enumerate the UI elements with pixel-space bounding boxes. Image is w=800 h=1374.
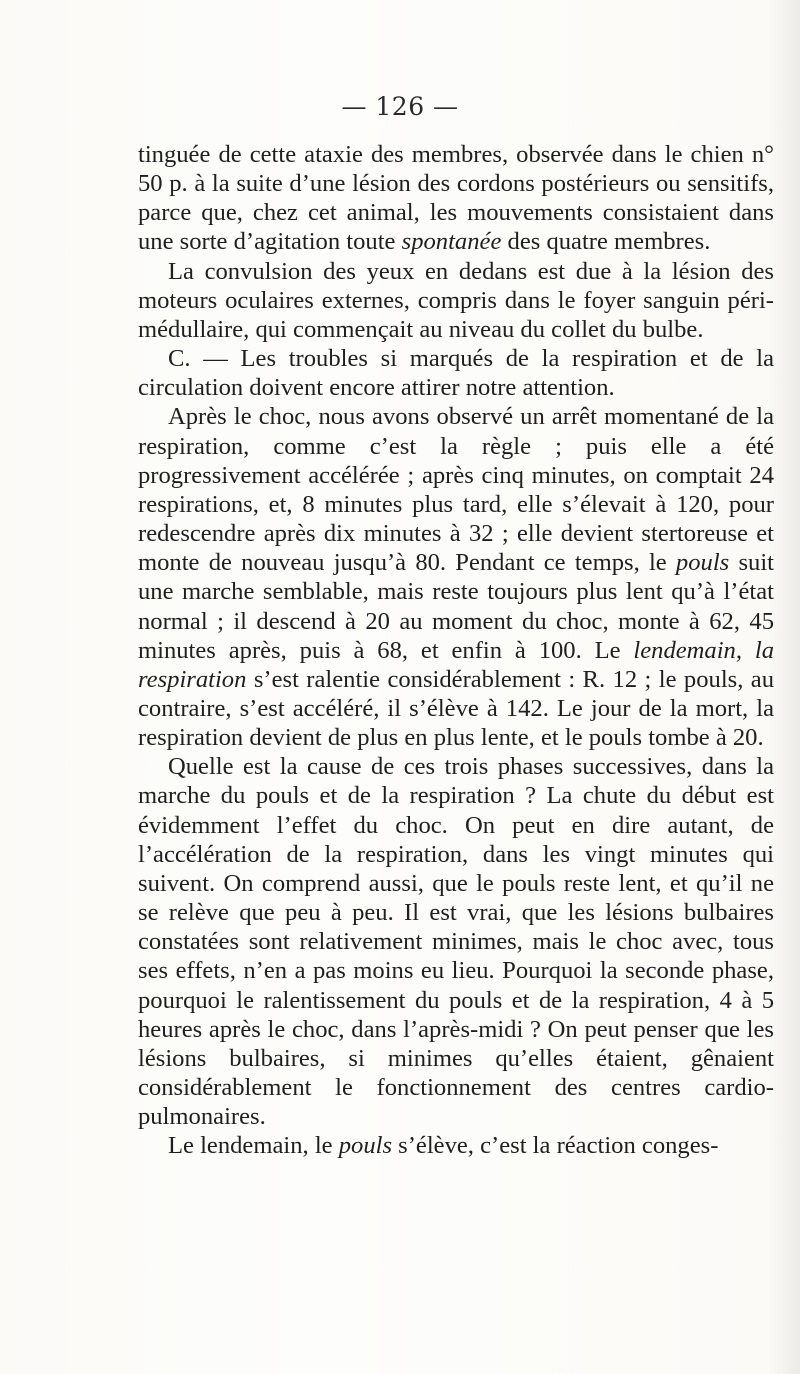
italic-text: pouls [675,549,730,577]
body-text [138,140,774,1160]
paragraph [138,1131,774,1160]
text-segment: Après le choc, nous avons observé un arrêt momentané de la respiration, comme c’est la règle ; puis elle a été progressivement accélérée ; après cinq minutes, on comptait 24 respirations, et, 8 minutes plus tard, elle s’élevait à 120, pour redescendre après dix minutes à 32 ; elle devient stertoreuse et monte de nouveau jusqu’à 80. Pendant ce temps, le [138,403,774,577]
paragraph [138,140,774,257]
text-segment: des quatre membres. [501,228,711,256]
text-segment: La convulsion des yeux en dedans est due à la lésion des moteurs oculaires externes, compris dans le foyer sanguin péri-médullaire, qui commençait au niveau du collet du bulbe. [138,257,774,343]
text-segment: C. — Les troubles si marqués de la respiration et de la circulation doivent encore attirer notre attention. [138,345,774,402]
text-segment: s’élève, c’est la réaction conges- [392,1132,719,1160]
paragraph [138,402,774,752]
text-segment: Quelle est la cause de ces trois phases successives, dans la marche du pouls et de la respiration ? La chute du début est évidemment l’effet du choc. On peut en dire autant, de l’accélération de la respiration, dans les vingt minutes qui suivent. On comprend aussi, que le pouls reste lent, et qu’il ne se relève que peu à peu. Il est vrai, que les lésions bulbaires constatées sont relativement minimes, mais le choc avec, tous ses effets, n’en a pas moins eu lieu. Pourquoi la seconde phase, pourquoi le ralentissement du pouls et de la respiration, 4 à 5 heures après le choc, dans l’après-midi ? On peut penser que les lésions bulbaires, si minimes qu’elles étaient, gênaient considérablement le fonctionnement des centres cardio-pulmonaires. [138,753,774,1131]
italic-text: pouls [338,1132,393,1160]
italic-text: lendemain, la respiration [138,636,774,693]
paragraph [138,752,774,1131]
page-number: — 126 — [341,92,459,121]
text-segment: suit une marche semblable, mais reste toujours plus lent qu’à l’état normal ; il descend à 20 au moment du choc, monte à 62, 45 minutes après, puis à 68, et enfin à 100. Le [138,549,774,664]
text-segment: s’est ralentie considérablement : R. 12 ; le pouls, au contraire, s’est accéléré, il s’élève à 142. Le jour de la mort, la respiration devient de plus en plus lente, et le pouls tombe à 20. [138,665,774,752]
paragraph [138,344,774,402]
paragraph [138,257,774,344]
text-segment: tinguée de cette ataxie des membres, observée dans le chien n° 50 p. à la suite d’une lésion des cordons postérieurs ou sensitifs, parce que, chez cet animal, les mouvements consistaient dans une sorte d’agitation toute [138,141,774,256]
italic-text: spontanée [401,228,502,256]
text-segment: Le lendemain, le [168,1132,339,1160]
